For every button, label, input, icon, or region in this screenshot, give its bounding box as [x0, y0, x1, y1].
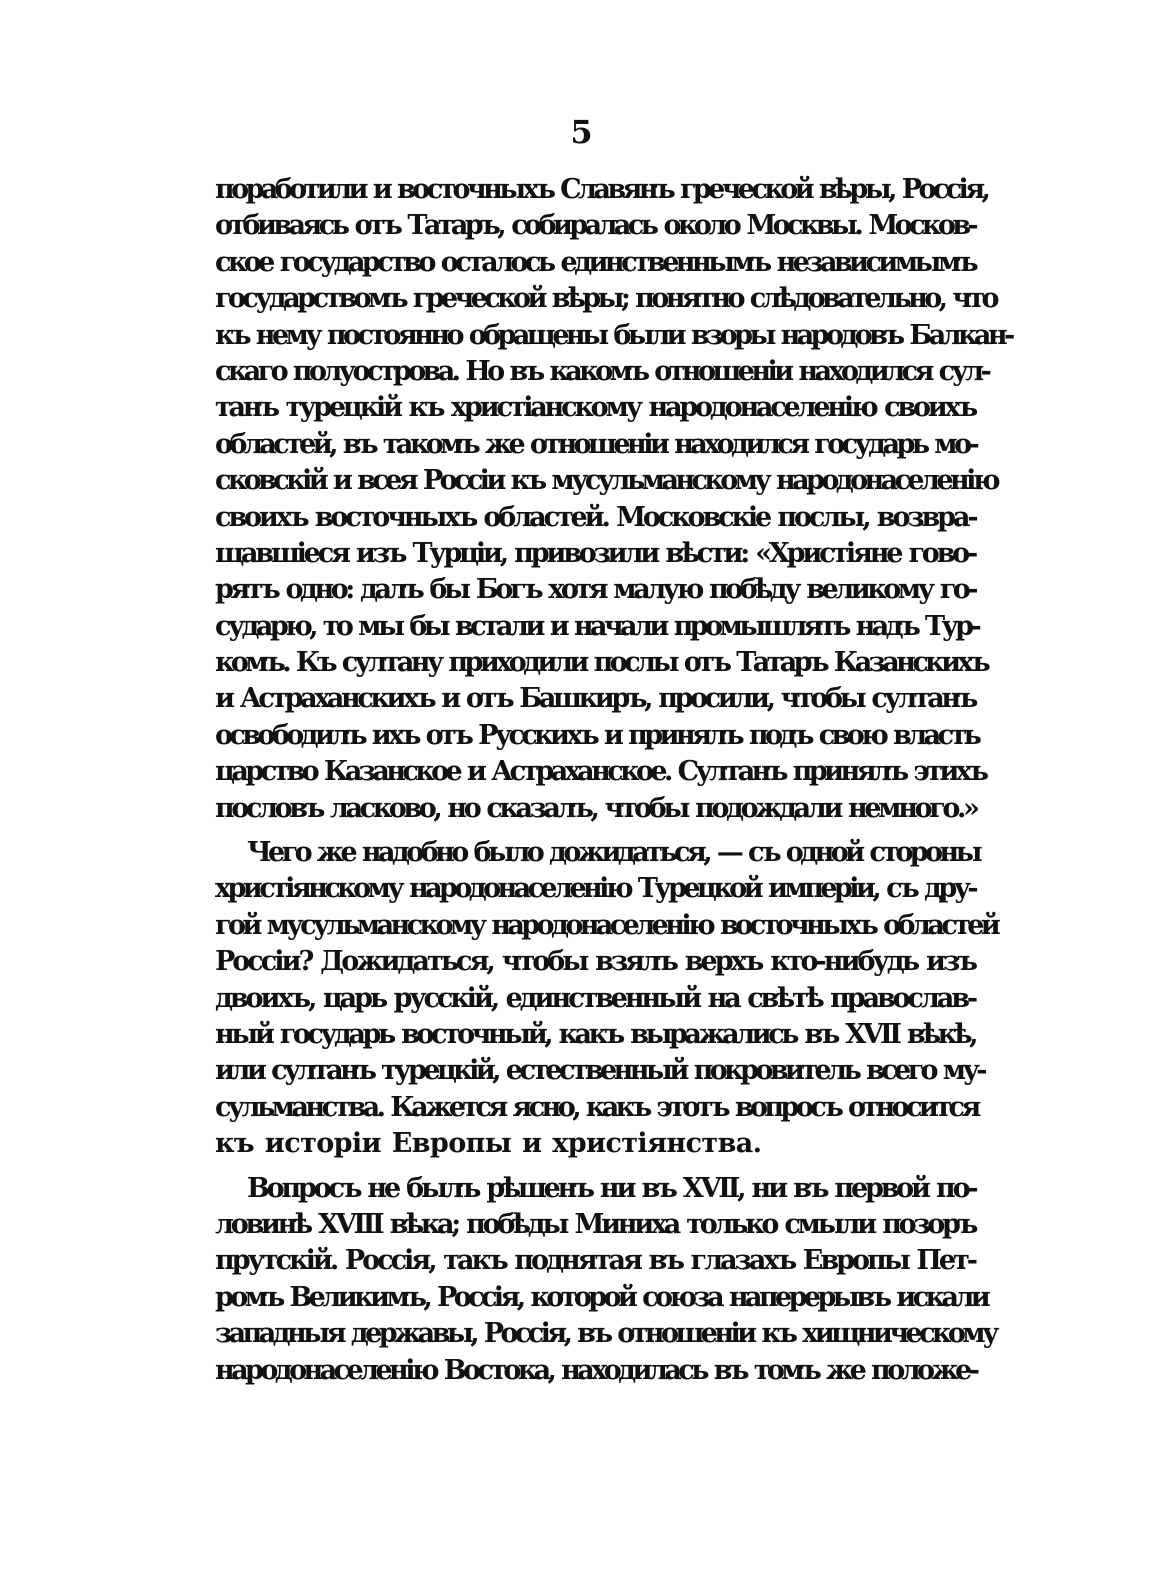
text-line: христіянскому народонаселенію Турецкой имперіи, съ дру- — [215, 873, 975, 905]
paragraph — [215, 1171, 996, 1389]
text-line: ловинѣ XVIII вѣка; побѣды Миниха только смыли позоръ — [215, 1208, 975, 1240]
text-line: царство Казанское и Астраханское. Султанъ принялъ этихъ — [215, 756, 986, 788]
paragraph-gap — [215, 1163, 975, 1171]
text-line: областей, въ такомъ же отношеніи находился государь мо- — [215, 428, 977, 460]
text-line: сковскій и всея Россіи къ мусульманскому народонаселенію — [215, 465, 997, 497]
text-line: ромъ Великимъ, Россія, которой союза наперерывъ искали — [215, 1281, 988, 1313]
page-number: 5 — [570, 113, 593, 151]
text-line: Вопросъ не былъ рѣшенъ ни въ XVII, ни въ первой по- — [247, 1172, 976, 1204]
text-line: государствомъ греческой вѣры; понятно слѣдовательно, что — [215, 283, 996, 315]
text-line: къ исторіи Европы и христіянства. — [215, 1128, 762, 1160]
text-line: гой мусульманскому народонаселенію восточныхъ областей — [215, 909, 998, 941]
text-line: пословъ ласково, но сказалъ, чтобы подождали немного.» — [215, 792, 977, 824]
paragraph-gap — [215, 827, 975, 835]
text-line: Россіи? Дожидаться, чтобы взялъ верхъ кто-нибудь изъ — [215, 946, 975, 978]
text-line: западныя державы, Россія, въ отношеніи къ хищническому — [215, 1318, 996, 1350]
paragraph — [215, 835, 998, 1163]
text-line: сульманства. Кажется ясно, какъ этотъ вопросъ относится — [215, 1091, 978, 1123]
text-line: къ нему постоянно обращены были взоры народовъ Балкан- — [215, 319, 1012, 351]
text-line: сударю, то мы бы встали и начали промышлять надъ Тур- — [215, 610, 979, 642]
text-line: танъ турецкій къ христіанскому народонаселенію своихъ — [215, 392, 975, 424]
text-line: комъ. Къ султану приходили послы отъ Татаръ Казанскихъ — [215, 647, 988, 679]
text-line: ское государство осталось единственнымъ независимымъ — [215, 246, 975, 278]
text-line: поработили и восточныхъ Славянъ греческой вѣры, Россія, — [215, 174, 988, 205]
text-line: ный государь восточный, какъ выражались въ XVII вѣкѣ, — [215, 1018, 975, 1050]
text-line: прутскій. Россія, такъ поднятая въ глазахъ Европы Пет- — [215, 1245, 975, 1277]
text-line: щавшіеся изъ Турціи, привозили вѣсти: «Христіяне гово- — [215, 537, 975, 569]
text-line: или султанъ турецкій, естественный покровитель всего му- — [215, 1055, 984, 1087]
text-line: и Астраханскихъ и отъ Башкиръ, просили, чтобы султанъ — [215, 683, 975, 715]
text-line: рятъ одно: далъ бы Богъ хотя малую побѣду великому го- — [215, 574, 975, 606]
text-line: скаго полуострова. Но въ какомъ отношеніи находился сул- — [215, 355, 989, 387]
text-line: отбиваясь отъ Татаръ, собиралась около Москвы. Москов- — [215, 210, 975, 242]
paragraph — [215, 172, 1012, 827]
text-line: своихъ восточныхъ областей. Московскіе послы, возвра- — [215, 501, 976, 533]
text-line: освободилъ ихъ отъ Русскихъ и принялъ подъ свою власть — [215, 719, 979, 751]
body-text — [215, 172, 1012, 1389]
text-line: Чего же надобно было дожидаться, — съ одной стороны — [247, 837, 980, 869]
text-line: народонаселенію Востока, находилась въ томъ же положе- — [215, 1354, 977, 1386]
text-line: двоихъ, царь русскій, единственный на свѣтѣ православ- — [215, 982, 975, 1014]
